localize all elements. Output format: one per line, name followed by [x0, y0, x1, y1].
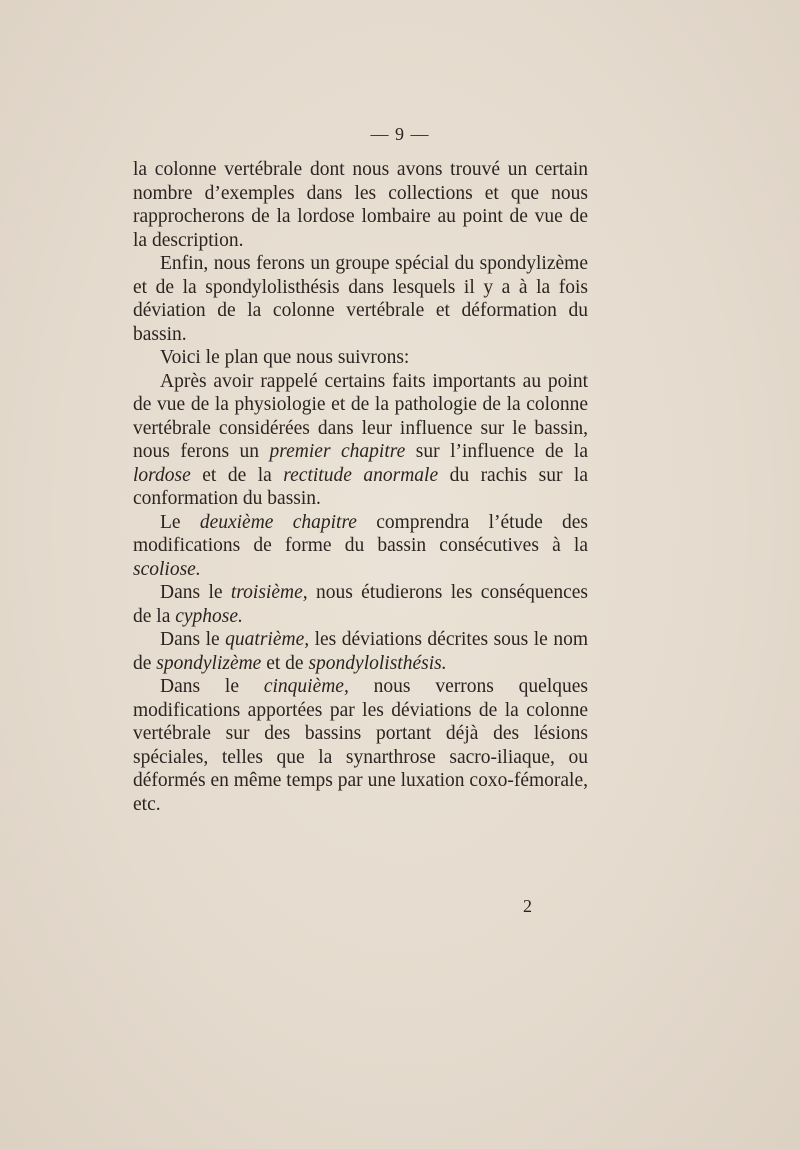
- paragraph: [133, 370, 588, 511]
- italic-run: spondylizème: [156, 652, 262, 674]
- text-run: les déviations décrites sous le nom de: [133, 629, 588, 674]
- italic-run: troisième,: [230, 582, 308, 603]
- italic-run: premier chapitre: [269, 441, 406, 462]
- italic-run: scoliose.: [133, 558, 201, 580]
- paragraph: [133, 346, 588, 370]
- italic-run: rectitude anormale: [283, 464, 439, 486]
- text-run: Après avoir rappelé certains faits importants au point de vue de la physiologie et de la pathologie de la colonne vertébrale considérées dans leur influence sur le bassin, nous ferons un: [133, 370, 588, 462]
- page-number-header: — 9 —: [370, 124, 430, 144]
- italic-run: lordose: [133, 464, 191, 486]
- text-run: la colonne vertébrale dont nous avons trouvé un certain nombre d’exemples dans les collections et que nous rapprocherons de la lordose lombaire au point de vue de la description.: [133, 159, 588, 251]
- paragraph: [133, 628, 588, 675]
- paragraph: [133, 581, 588, 628]
- paragraph: [133, 158, 588, 252]
- italic-run: quatrième,: [225, 629, 310, 650]
- text-run: Dans le: [160, 676, 264, 697]
- text-run: sur l’influence de la: [405, 441, 588, 462]
- paragraph: [133, 675, 588, 816]
- text-run: et de la: [190, 464, 284, 486]
- text-run: nous étudierons les conséquences de la: [133, 582, 588, 627]
- signature-mark: 2: [523, 896, 532, 916]
- italic-run: spondylolisthésis.: [308, 652, 447, 674]
- body-text: [133, 158, 588, 816]
- text-run: Dans le: [160, 629, 226, 650]
- text-run: et de: [261, 652, 309, 674]
- paragraph: [133, 511, 588, 582]
- italic-run: deuxième chapitre: [199, 511, 357, 533]
- text-run: Voici le plan que nous suivrons:: [160, 347, 410, 368]
- text-run: comprendra l’étude des modifications de forme du bassin consécutives à la: [133, 511, 588, 556]
- text-run: Dans le: [160, 582, 231, 603]
- italic-run: cinquième,: [263, 676, 349, 697]
- text-run: du rachis sur la conformation du bassin.: [133, 464, 588, 509]
- paragraph: [133, 252, 588, 346]
- text-run: nous verrons quelques modifications apportées par les déviations de la colonne vertébrale sur des bassins portant déjà des lésions spéciales, telles que la synarthrose sacro-iliaque, ou déformés en même temps par une luxation coxo-fémorale, etc.: [133, 676, 588, 815]
- text-run: Enfin, nous ferons un groupe spécial du spondylizème et de la spondylolisthésis dans lesquels il y a à la fois déviation de la colonne vertébrale et déformation du bassin.: [133, 253, 588, 345]
- text-run: Le: [160, 511, 200, 533]
- italic-run: cyphose.: [175, 605, 243, 627]
